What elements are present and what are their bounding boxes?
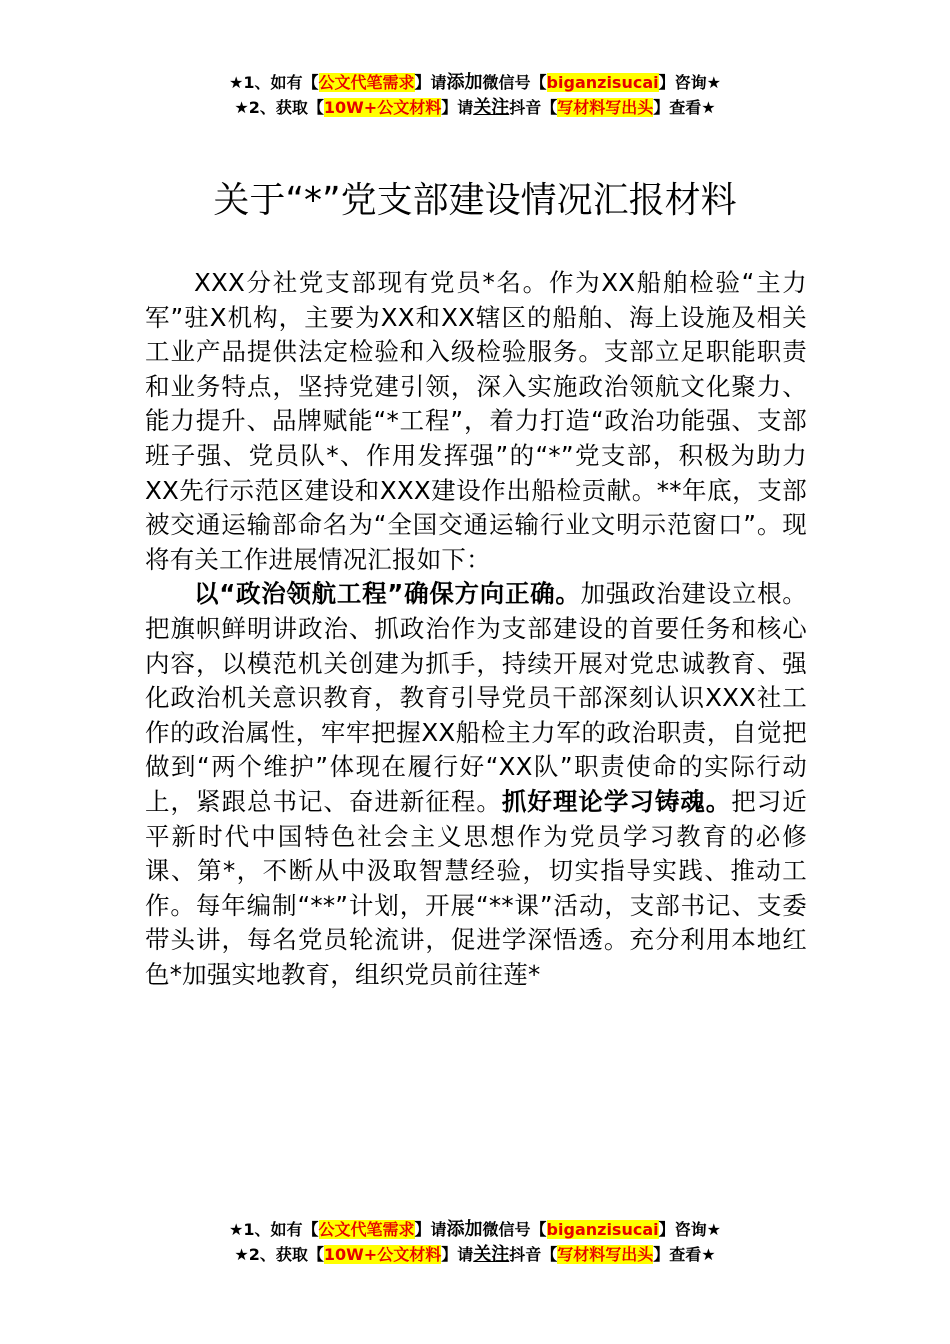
- banner-line-2: ★2、获取【10W+公文材料】请关注抖音【写材料写出头】查看★: [234, 97, 716, 118]
- footer-add-text: 添加: [446, 1219, 483, 1240]
- footer-highlight-douyin-account: 写材料写出头: [557, 1245, 654, 1264]
- highlight-service: 公文代笔需求: [318, 73, 415, 92]
- highlight-douyin-account: 写材料写出头: [557, 98, 654, 117]
- highlight-materials: 10W+公文材料: [323, 98, 442, 117]
- footer-banner: [0, 1217, 950, 1267]
- footer-highlight-wechat-id: biganzisucai: [546, 1220, 659, 1239]
- section-heading-theory: 抓好理论学习铸魂。: [501, 786, 732, 816]
- document-body: [145, 266, 807, 992]
- footer-line-1: ★1、如有【公文代笔需求】请添加微信号【biganzisucai】咨询★: [229, 1219, 721, 1240]
- section-heading-political: 以“政治领航工程”确保方向正确。: [194, 579, 581, 609]
- paragraph-political: 以“政治领航工程”确保方向正确。加强政治建设立根。把旗帜鲜明讲政治、抓政治作为支部建设的首要任务和核心内容，以模范机关创建为抓手，持续开展对党忠诚教育、强化政治机关意识教育，教育引导党员干部深刻认识XXX社工作的政治属性，牢牢把握XX船检主力军的政治职责，自觉把做到“两个维护”体现在履行好“XX队”职责使命的实际行动上，紧跟总书记、奋进新征程。抓好理论学习铸魂。把习近平新时代中国特色社会主义思想作为党员学习教育的必修课、第*，不断从中汲取智慧经验，切实指导实践、推动工作。每年编制“**”计划，开展“**课”活动，支部书记、支委带头讲，每名党员轮流讲，促进学深悟透。充分利用本地红色*加强实地教育，组织党员前往莲*: [145, 579, 807, 989]
- footer-follow-text: 关注: [473, 1244, 510, 1265]
- footer-highlight-service: 公文代笔需求: [318, 1220, 415, 1239]
- footer-highlight-materials: 10W+公文材料: [323, 1245, 442, 1264]
- add-text: 添加: [446, 72, 483, 93]
- footer-line-2: ★2、获取【10W+公文材料】请关注抖音【写材料写出头】查看★: [234, 1244, 716, 1265]
- header-banner: [0, 70, 950, 120]
- paragraph-intro: XXX分社党支部现有党员*名。作为XX船舶检验“主力军”驻X机构，主要为XX和XX辖区的船舶、海上设施及相关工业产品提供法定检验和入级检验服务。支部立足职能职责和业务特点，坚持党建引领，深入实施政治领航文化聚力、能力提升、品牌赋能“*工程”，着力打造“政治功能强、支部班子强、党员队*、作用发挥强”的“*”党支部，积极为助力XX先行示范区建设和XXX建设作出船检贡献。**年底，支部被交通运输部命名为“全国交通运输行业文明示范窗口”。现将有关工作进展情况汇报如下：: [145, 268, 807, 574]
- banner-line-1: ★1、如有【公文代笔需求】请添加微信号【biganzisucai】咨询★: [229, 72, 721, 93]
- highlight-wechat-id: biganzisucai: [546, 73, 659, 92]
- document-title: 关于“*”党支部建设情况汇报材料: [213, 180, 737, 221]
- follow-text: 关注: [473, 97, 510, 118]
